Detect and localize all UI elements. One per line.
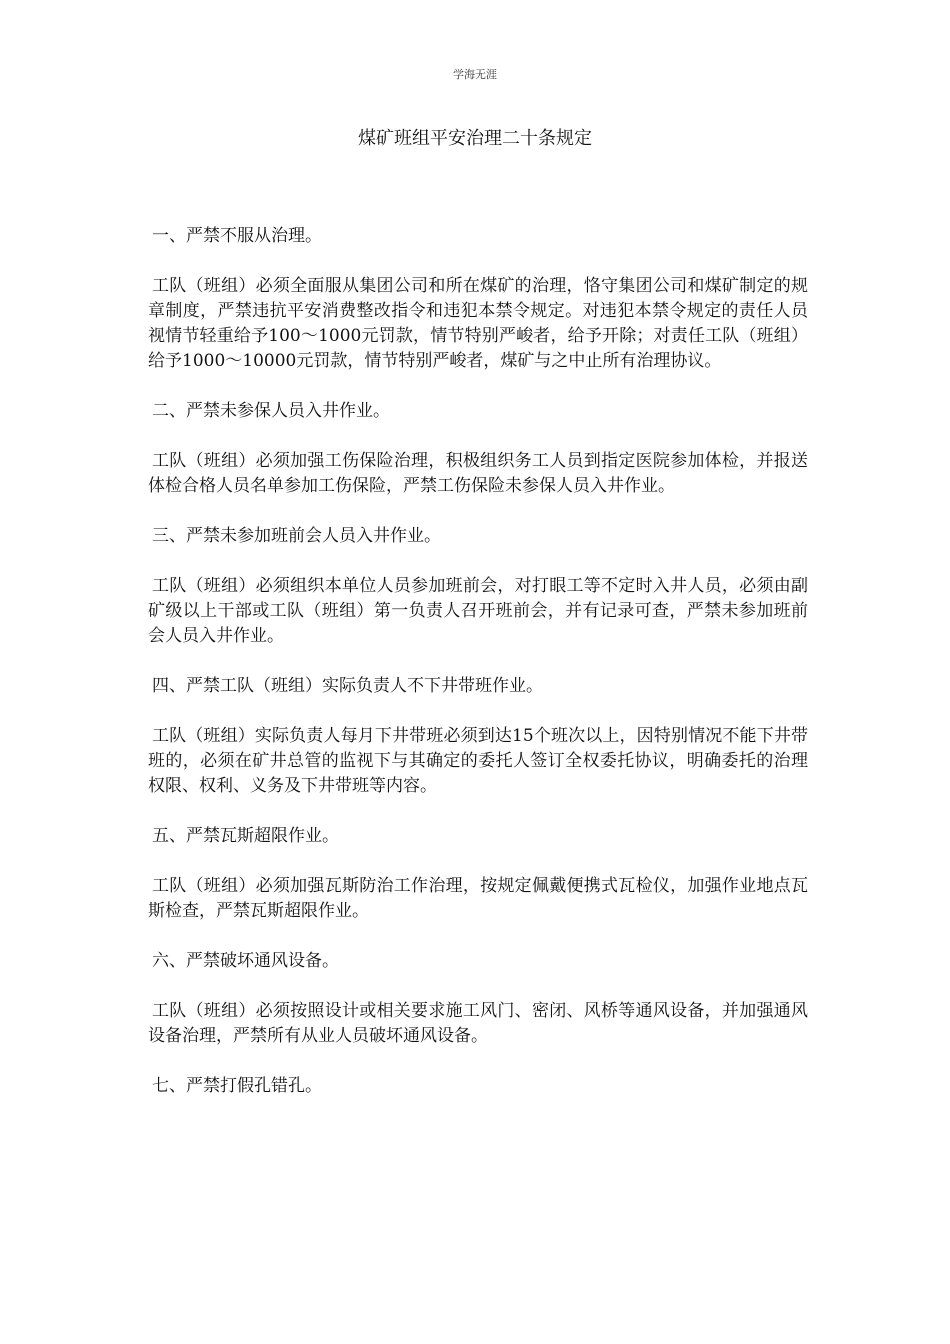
section-heading: 三、严禁未参加班前会人员入井作业。: [152, 526, 441, 546]
section-heading: 五、严禁瓦斯超限作业。: [152, 826, 339, 846]
section-2: [148, 399, 808, 499]
section-heading: 四、严禁工队（班组）实际负责人不下井带班作业。: [152, 676, 543, 696]
page-header: 学海无涯: [453, 68, 497, 81]
section-3: [148, 524, 808, 649]
section-1: [148, 224, 808, 374]
section-paragraph: 工队（班组）实际负责人每月下井带班必须到达15个班次以上，因特别情况不能下井带班的，必须在矿井总管的监视下与其确定的委托人签订全权委托协议，明确委托的治理权限、权利、义务及下井带班等内容。: [148, 726, 808, 796]
section-paragraph: 工队（班组）必须加强工伤保险治理，积极组织务工人员到指定医院参加体检，并报送体检合格人员名单参加工伤保险，严禁工伤保险未参保人员入井作业。: [148, 451, 808, 496]
section-paragraph: 工队（班组）必须全面服从集团公司和所在煤矿的治理，恪守集团公司和煤矿制定的规章制度，严禁违抗平安消费整改指令和违犯本禁令规定。对违犯本禁令规定的责任人员视情节轻重给予100～1000元罚款，情节特别严峻者，给予开除；对责任工队（班组）给予1000～10000元罚款，情节特别严峻者，煤矿与之中止所有治理协议。: [148, 276, 808, 371]
document-title: 煤矿班组平安治理二十条规定: [358, 128, 592, 149]
section-heading: 一、严禁不服从治理。: [152, 226, 322, 246]
section-paragraph: 工队（班组）必须组织本单位人员参加班前会，对打眼工等不定时入井人员，必须由副矿级以上干部或工队（班组）第一负责人召开班前会，并有记录可查，严禁未参加班前会人员入井作业。: [148, 576, 808, 646]
section-paragraph: 工队（班组）必须按照设计或相关要求施工风门、密闭、风桥等通风设备，并加强通风设备治理，严禁所有从业人员破坏通风设备。: [148, 1001, 808, 1046]
section-heading: 二、严禁未参保人员入井作业。: [152, 401, 390, 421]
section-6: [148, 949, 808, 1049]
section-heading: 六、严禁破坏通风设备。: [152, 951, 339, 971]
document-body: [148, 224, 808, 1124]
section-heading: 七、严禁打假孔错孔。: [152, 1076, 322, 1096]
section-paragraph: 工队（班组）必须加强瓦斯防治工作治理，按规定佩戴便携式瓦检仪，加强作业地点瓦斯检查，严禁瓦斯超限作业。: [148, 876, 808, 921]
section-4: [148, 674, 808, 799]
section-5: [148, 824, 808, 924]
section-7: [148, 1074, 808, 1099]
